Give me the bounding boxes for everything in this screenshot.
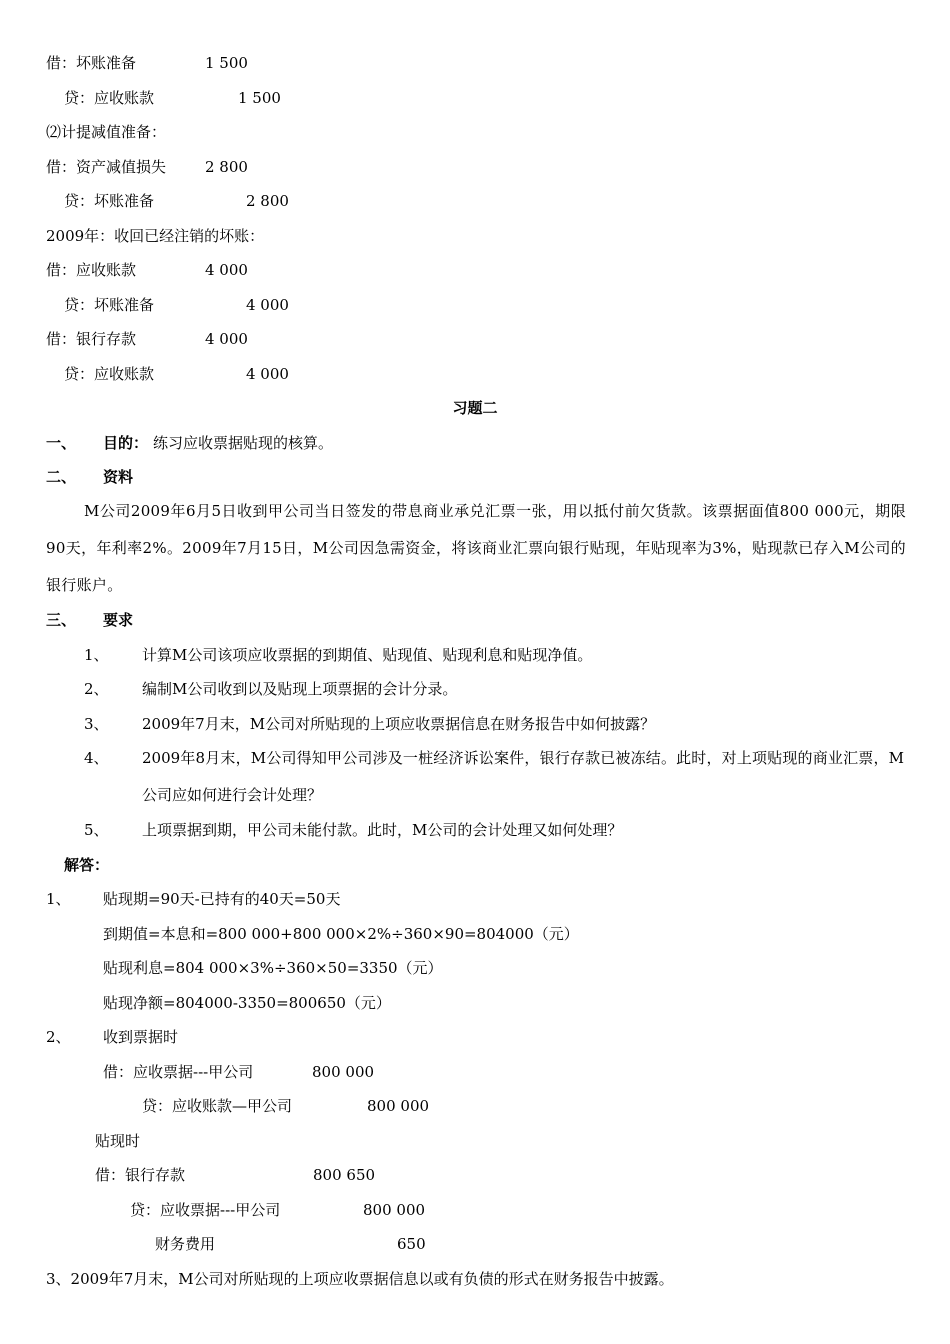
credit-label: 贷：坏账准备 xyxy=(64,296,155,314)
credit-label: 贷：应收账款—甲公司 xyxy=(142,1097,293,1115)
debit-label: 借：应收票据---甲公司 xyxy=(103,1063,254,1081)
debit-amount: 1 500 xyxy=(205,54,248,72)
section-number: 二、 xyxy=(46,468,77,486)
answer-line: 贴现利息=804 000×3%÷360×50=3350（元） xyxy=(103,959,443,977)
debit-amount: 2 800 xyxy=(205,158,248,176)
section-number: 一、 xyxy=(46,434,77,452)
section-title: 目的： xyxy=(103,434,149,452)
debit-amount: 800 650 xyxy=(313,1166,376,1184)
material-paragraph: M公司2009年6月5日收到甲公司当日签发的带息商业承兑汇票一张，用以抵付前欠货款。该票据面值800 000元，期限90天，年利率2%。2009年7月15日，M公司因急需资金，将该商业汇票向银行贴现，年贴现率为3%，贴现款已存入M公司的银行账户。 xyxy=(46,502,906,594)
answer-line: 贴现净额=804000-3350=800650（元） xyxy=(103,994,391,1012)
requirement-text: 2009年7月末，M公司对所贴现的上项应收票据信息在财务报告中如何披露？ xyxy=(142,715,656,733)
requirement-number: 3、 xyxy=(84,715,109,733)
requirement-number: 5、 xyxy=(84,821,109,839)
credit-label: 贷：坏账准备 xyxy=(64,192,155,210)
debit-label: 借：资产减值损失 xyxy=(46,158,167,176)
debit-amount: 4 000 xyxy=(205,330,248,348)
debit-label: 借：银行存款 xyxy=(95,1166,186,1184)
credit-amount: 800 000 xyxy=(367,1097,430,1115)
debit-amount: 4 000 xyxy=(205,261,248,279)
section-title: 资料 xyxy=(103,468,134,486)
subsection-heading: ⑵计提减值准备： xyxy=(46,123,167,141)
answer-line: 贴现期=90天-已持有的40天=50天 xyxy=(103,890,341,908)
requirement-number: 4、 xyxy=(84,749,109,767)
requirement-text: 计算M公司该项应收票据的到期值、贴现值、贴现利息和贴现净值。 xyxy=(142,646,593,664)
answer-number: 1、 xyxy=(46,890,71,908)
answer-subheading: 贴现时 xyxy=(95,1132,141,1150)
answer-heading: 解答： xyxy=(64,856,110,874)
credit-amount: 4 000 xyxy=(246,296,289,314)
requirement-number: 2、 xyxy=(84,680,109,698)
debit-label: 借：坏账准备 xyxy=(46,54,137,72)
year-heading: 2009年：收回已经注销的坏账： xyxy=(46,227,265,245)
answer-line: 到期值=本息和=800 000+800 000×2%÷360×90=804000（元） xyxy=(103,925,579,943)
requirement-number: 1、 xyxy=(84,646,109,664)
credit-label: 财务费用 xyxy=(155,1235,216,1253)
answer-subheading: 收到票据时 xyxy=(103,1028,179,1046)
debit-label: 借：应收账款 xyxy=(46,261,137,279)
requirement-text: 编制M公司收到以及贴现上项票据的会计分录。 xyxy=(142,680,458,698)
section-title: 要求 xyxy=(103,611,134,629)
credit-label: 贷：应收账款 xyxy=(64,89,155,107)
debit-amount: 800 000 xyxy=(312,1063,375,1081)
credit-amount: 650 xyxy=(397,1235,426,1253)
credit-amount: 800 000 xyxy=(363,1201,426,1219)
exercise-title: 习题二 xyxy=(452,399,498,417)
section-text: 练习应收票据贴现的核算。 xyxy=(153,434,334,452)
answer-line: 3、2009年7月末，M公司对所贴现的上项应收票据信息以或有负债的形式在财务报告中披露。 xyxy=(46,1270,674,1288)
answer-number: 2、 xyxy=(46,1028,71,1046)
requirement-text: 2009年8月末，M公司得知甲公司涉及一桩经济诉讼案件，银行存款已被冻结。此时，对上项贴现的商业汇票，M公司应如何进行会计处理？ xyxy=(142,749,904,804)
requirement-text: 上项票据到期，甲公司未能付款。此时，M公司的会计处理又如何处理？ xyxy=(142,821,623,839)
debit-label: 借：银行存款 xyxy=(46,330,137,348)
credit-label: 贷：应收账款 xyxy=(64,365,155,383)
credit-label: 贷：应收票据---甲公司 xyxy=(130,1201,281,1219)
section-number: 三、 xyxy=(46,611,77,629)
credit-amount: 4 000 xyxy=(246,365,289,383)
credit-amount: 2 800 xyxy=(246,192,289,210)
credit-amount: 1 500 xyxy=(238,89,281,107)
